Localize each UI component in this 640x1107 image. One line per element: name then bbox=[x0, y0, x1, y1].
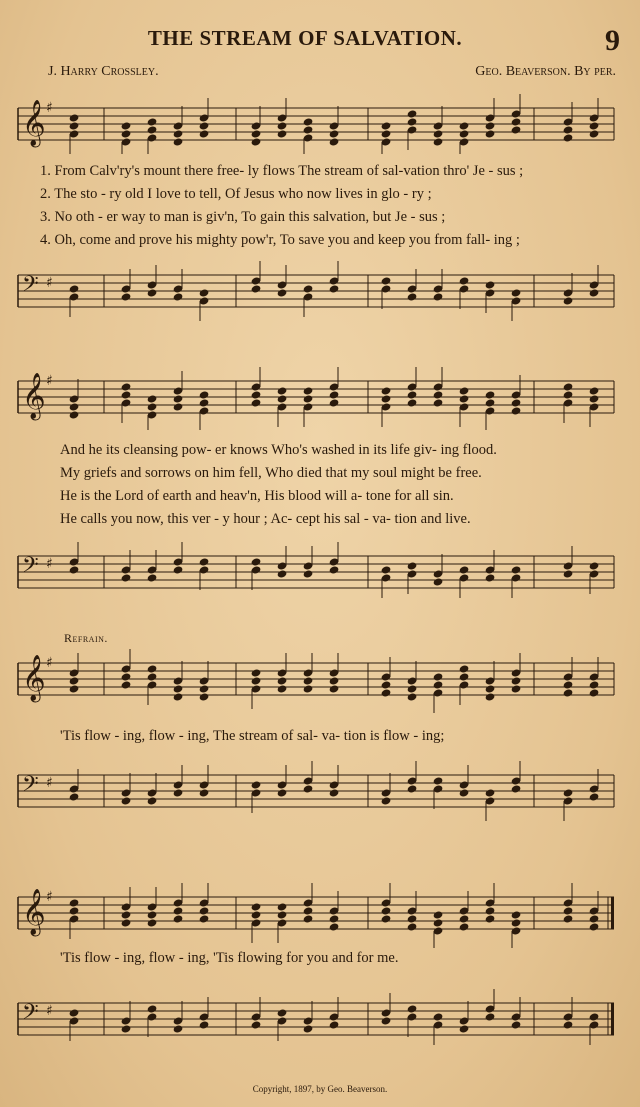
system2-treble-staff bbox=[14, 364, 618, 430]
verse-line-4: 4. Oh, come and prove his mighty pow'r, To save you and keep you from fall- ing ; bbox=[40, 232, 520, 248]
verse-line-2: 2. The sto - ry old I love to tell, Of Jesus who now lives in glo - ry ; bbox=[40, 186, 432, 202]
verse-line-1: 1. From Calv'ry's mount there free- ly flows The stream of sal-vation thro' Je - sus ; bbox=[40, 163, 524, 179]
refrain-label: Refrain. bbox=[64, 631, 108, 645]
lyricist-credit: J. Harry Crossley. bbox=[48, 64, 159, 79]
system3-treble-staff bbox=[14, 644, 618, 714]
key-signature-sharp-icon: ♯ bbox=[46, 889, 53, 905]
bass-clef-icon: 𝄢 bbox=[22, 272, 39, 302]
copyright-notice: Copyright, 1897, by Geo. Beaverson. bbox=[252, 1084, 388, 1094]
hymn-title: THE STREAM OF SALVATION. bbox=[147, 26, 463, 50]
system4-treble-staff bbox=[14, 878, 618, 948]
treble-clef-icon: 𝄞 bbox=[22, 373, 46, 419]
key-signature-sharp-icon: ♯ bbox=[46, 556, 53, 572]
refrain-line-1: 'Tis flow - ing, flow - ing, The stream of sal- va- tion is flow - ing; bbox=[60, 728, 445, 744]
treble-clef-icon: 𝄞 bbox=[22, 889, 46, 935]
page-number: 9 bbox=[605, 24, 620, 57]
verse2-line-2: My griefs and sorrows on him fell, Who died that my soul might be free. bbox=[60, 465, 482, 481]
system1-bass-staff bbox=[14, 258, 618, 324]
key-signature-sharp-icon: ♯ bbox=[46, 775, 53, 791]
bass-clef-icon: 𝄢 bbox=[22, 553, 39, 583]
refrain-line-2: 'Tis flow - ing, flow - ing, 'Tis flowing for you and for me. bbox=[60, 950, 399, 966]
treble-clef-icon: 𝄞 bbox=[22, 655, 46, 701]
system2-bass-staff bbox=[14, 536, 618, 608]
system3-bass-staff bbox=[14, 760, 618, 822]
system4-bass-staff bbox=[14, 984, 618, 1054]
bass-clef-icon: 𝄢 bbox=[22, 772, 39, 802]
verse2-line-3: He is the Lord of earth and heav'n, His blood will a- tone for all sin. bbox=[60, 488, 454, 504]
key-signature-sharp-icon: ♯ bbox=[46, 373, 53, 389]
key-signature-sharp-icon: ♯ bbox=[46, 655, 53, 671]
composer-credit: Geo. Beaverson. By per. bbox=[475, 64, 616, 79]
key-signature-sharp-icon: ♯ bbox=[46, 1003, 53, 1019]
verse2-line-1: And he its cleansing pow- er knows Who's washed in its life giv- ing flood. bbox=[60, 442, 497, 458]
bass-clef-icon: 𝄢 bbox=[22, 1000, 39, 1030]
treble-clef-icon: 𝄞 bbox=[22, 100, 46, 146]
verse2-line-4: He calls you now, this ver - y hour ; Ac- cept his sal - va- tion and live. bbox=[60, 511, 471, 527]
system1-treble-staff bbox=[14, 94, 618, 154]
key-signature-sharp-icon: ♯ bbox=[46, 100, 53, 116]
key-signature-sharp-icon: ♯ bbox=[46, 275, 53, 291]
verse-line-3: 3. No oth - er way to man is giv'n, To gain this salvation, but Je - sus ; bbox=[40, 209, 446, 225]
